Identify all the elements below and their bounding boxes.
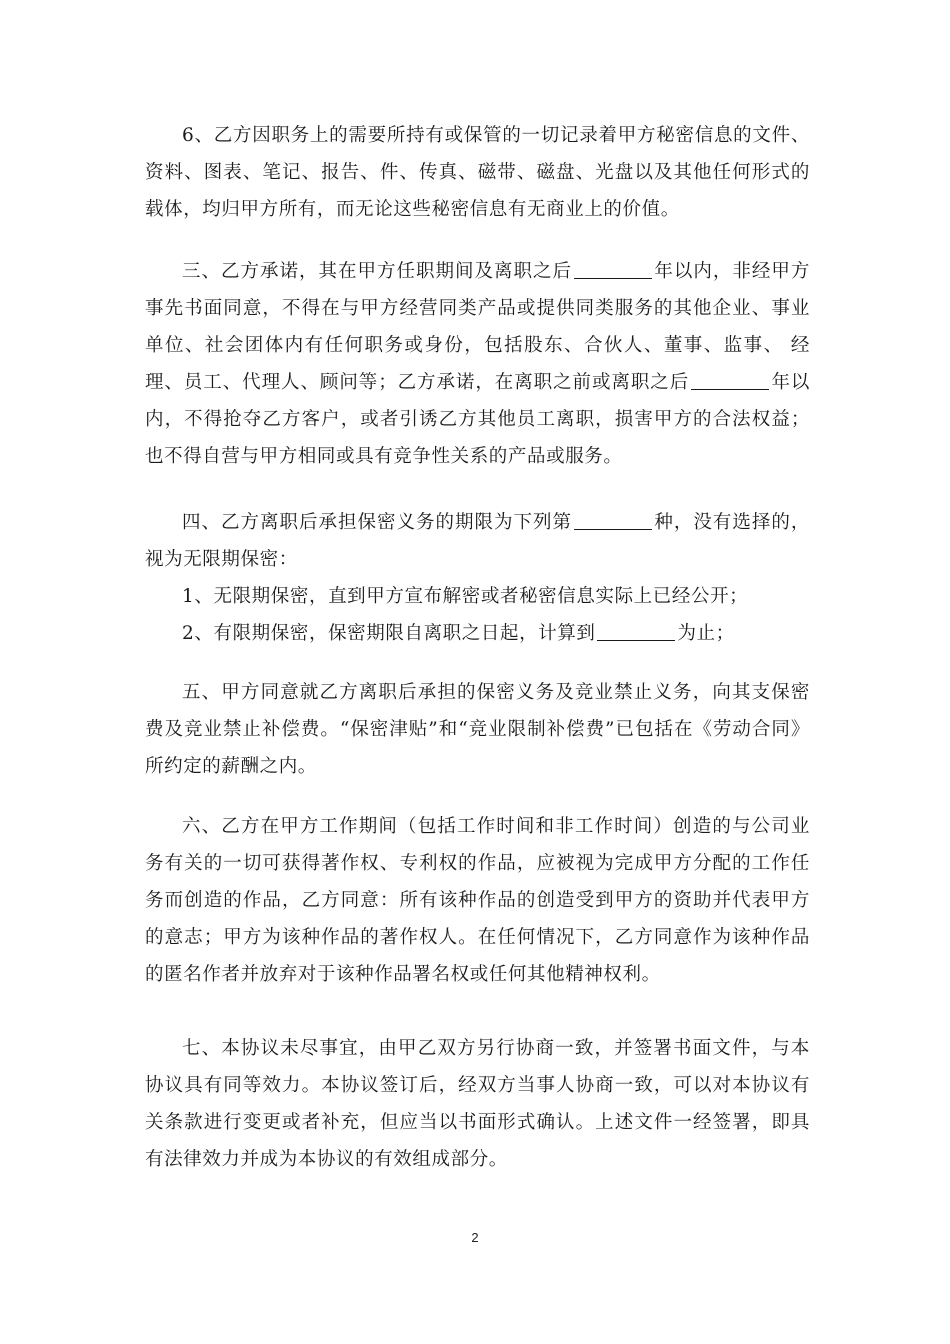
section-7-paragraph [145, 1030, 810, 1178]
section-5-paragraph [145, 674, 810, 785]
term-years-blank-2[interactable] [691, 371, 769, 390]
section-6-text: 六、乙方在甲方工作期间（包括工作时间和非工作时间）创造的与公司业务有关的一切可获得著作权、专利权的作品，应被视为完成甲方分配的工作任务而创造的作品，乙方同意：所有该种作品的创造受到甲方的资助并代表甲方的意志；甲方为该种作品的著作权人。在任何情况下，乙方同意作为该种作品的匿名作者并放弃对于该种作品署名权或任何其他精神权利。 [145, 816, 810, 985]
option-2-text-1: 2、有限期保密，保密期限自离职之日起，计算到 [182, 623, 596, 644]
clause-6-paragraph [145, 117, 810, 228]
clause-6-text: 6、乙方因职务上的需要所持有或保管的一切记录着甲方秘密信息的文件、资料、图表、笔记、报告、件、传真、磁带、磁盘、光盘以及其他任何形式的载体，均归甲方所有，而无论这些秘密信息有无商业上的价值。 [145, 125, 810, 220]
section-4-text-1: 四、乙方离职后承担保密义务的期限为下列第 [182, 512, 572, 533]
section-3-text-2: 年以内，非经甲方事先书面同意，不得在与甲方经营同类产品或提供同类服务的其他企业、事业单位、社会团体内有任何职务或身份，包括股东、合伙人、董事、监事、 经理、员工、代理人、顾问等；乙方承诺，在离职之前或离职之后 [145, 261, 810, 393]
section-4-option-1 [145, 578, 847, 615]
page-number: 2 [471, 1230, 479, 1245]
section-3-text-1: 三、乙方承诺，其在甲方任职期间及离职之后 [182, 261, 572, 282]
section-7-text: 七、本协议未尽事宜，由甲乙双方另行协商一致，并签署书面文件，与本协议具有同等效力。本协议签订后，经双方当事人协商一致，可以对本协议有关条款进行变更或者补充，但应当以书面形式确认。上述文件一经签署，即具有法律效力并成为本协议的有效组成部分。 [145, 1038, 810, 1170]
section-4-option-2 [145, 615, 847, 652]
end-date-blank[interactable] [597, 622, 675, 641]
term-years-blank-1[interactable] [574, 260, 652, 279]
section-6-paragraph [145, 808, 810, 993]
section-5-text: 五、甲方同意就乙方离职后承担的保密义务及竞业禁止义务，向其支保密费及竞业禁止补偿费。“保密津贴”和“竞业限制补偿费”已包括在《劳动合同》所约定的薪酬之内。 [145, 682, 810, 777]
section-3-paragraph [145, 253, 810, 475]
section-3-text-3: 年以内，不得抢夺乙方客户，或者引诱乙方其他员工离职，损害甲方的合法权益；也不得自营与甲方相同或具有竞争性关系的产品或服务。 [145, 372, 810, 467]
option-choice-blank[interactable] [574, 511, 652, 530]
section-4-paragraph [145, 504, 810, 578]
option-2-text-2: 为止； [677, 623, 735, 644]
section-4-text-2: 种，没有选择的，视为无限期保密： [145, 512, 810, 570]
option-1-text: 1、无限期保密，直到甲方宣布解密或者秘密信息实际上已经公开； [182, 586, 749, 607]
